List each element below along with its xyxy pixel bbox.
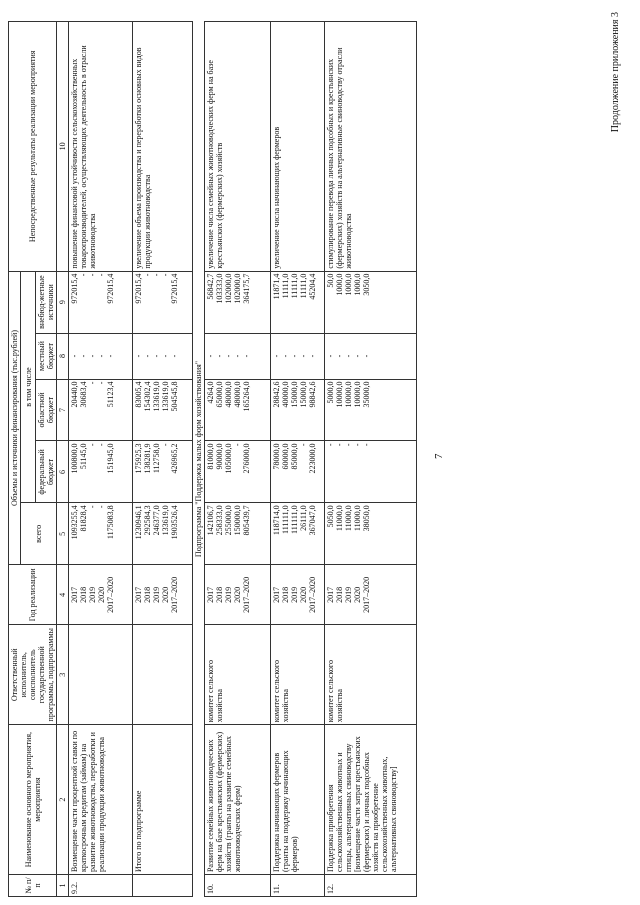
row-resp: комитет сельского хозяйства	[325, 625, 417, 725]
colnum-10: 10	[57, 22, 69, 272]
col-fed-header: федеральный бюджет	[36, 441, 57, 503]
colnum-3: 3	[57, 625, 69, 725]
row-fed: 78000,0 60000,0 85000,0 - 223000,0	[271, 441, 325, 503]
row-reg: 28842,6 40000,0 15000,0 15000,0 98842,6	[271, 379, 325, 441]
table-row-total	[133, 22, 193, 897]
row-fed: 175925,3 138281,9 112758,0 - 426965,2	[133, 441, 193, 503]
subprogram-title-row	[193, 22, 205, 897]
colnum-7: 7	[57, 379, 69, 441]
row-result: увеличение объема производства и переработки основных видов продукции животноводства	[133, 22, 193, 272]
row-name: Развитие семейных животноводческих ферм на базе крестьянских (фермерских) хозяйств (гранты на развитие семейных животноводческих ферм)	[205, 725, 271, 875]
row-result: увеличение числа семейных животноводческих ферм на базе крестьянских (фермерских) хозяйств	[205, 22, 271, 272]
continuation-label: Продолжение приложения 3	[610, 12, 621, 133]
row-total: 1230946,1 292584,3 246377,0 133619,0 1903526,4	[133, 503, 193, 565]
row-total: 118714,0 111111,0 111111,0 26111,0 367047,0	[271, 503, 325, 565]
row-ext: 972015,4 - - - 972015,4	[69, 271, 133, 333]
row-resp: комитет сельского хозяйства	[271, 625, 325, 725]
colnum-2: 2	[57, 725, 69, 875]
col-ext-header: внебюд-жетные источники	[36, 271, 57, 333]
row-fed: 81000,0 90000,0 105000,0 - 276000,0	[205, 441, 271, 503]
row-num: 12.	[325, 875, 417, 897]
colnum-5: 5	[57, 503, 69, 565]
row-num: 11.	[271, 875, 325, 897]
page-number: 7	[433, 453, 445, 459]
row-num: 10.	[205, 875, 271, 897]
row-fed: - - - - -	[325, 441, 417, 503]
row-ext: 56842,7 103333,0 102000,0 102000,0 364175,7	[205, 271, 271, 333]
financing-table	[8, 21, 417, 897]
column-number-row	[57, 22, 69, 897]
row-fed: 100800,0 51145,0 - - 151945,0	[69, 441, 133, 503]
row-loc: - - - - -	[205, 333, 271, 379]
row-resp: комитет сельского хозяйства	[205, 625, 271, 725]
col-resp-header: Ответственный исполнитель, соисполнитель государственной программы, подпрограммы	[9, 625, 57, 725]
col-result-header: Непосредственные результаты реализации мероприятия	[9, 22, 57, 272]
header-row-1	[9, 22, 21, 897]
colnum-4: 4	[57, 565, 69, 625]
col-num-header: № п/п	[9, 875, 57, 897]
col-incl-header: в том числе	[21, 271, 36, 503]
row-result: стимулирование перевода личных подсобных и крестьянских (фермерских) хозяйств на альтернативные свиноводству отрасли животноводства	[325, 22, 417, 272]
row-result: повышение финансовой устойчивости сельскохозяйственных товаропроизводителей, осуществляющих деятельность в отрасли животноводства	[69, 22, 133, 272]
row-name: Возмещение части процентной ставки по краткосрочным кредитам (займам) на развитие животноводства, переработки и реализации продукции животноводства	[69, 725, 133, 875]
row-reg: 5000,0 10000,0 10000,0 10000,0 35000,0	[325, 379, 417, 441]
subprogram-title: Подпрограмма "Поддержка малых форм хозяйствования"	[193, 22, 205, 897]
row-ext: 11871,4 11111,0 11111,0 11111,0 45204,4	[271, 271, 325, 333]
row-ext: 50,0 1000,0 1000,0 1000,0 3050,0	[325, 271, 417, 333]
table-row	[69, 22, 133, 897]
row-num: 9.2.	[69, 875, 133, 897]
row-reg: 20440,0 30683,4 - - 51123,4	[69, 379, 133, 441]
col-name-header: Наименование основного мероприятия, мероприятия	[9, 725, 57, 875]
col-loc-header: местный бюджет	[36, 333, 57, 379]
col-total-header: всего	[21, 503, 57, 565]
row-years: 2017 2018 2019 2020 2017–2020	[271, 565, 325, 625]
row-total: 1093255,4 81828,4 - - 1175083,8	[69, 503, 133, 565]
col-financing-header: Объемы и источники финансирования (тыс.рублей)	[9, 271, 21, 565]
row-result: увеличение числа начинающих фермеров	[271, 22, 325, 272]
row-years: 2017 2018 2019 2020 2017–2020	[205, 565, 271, 625]
row-reg: 4264,0 65000,0 48000,0 48000,0 165264,0	[205, 379, 271, 441]
colnum-6: 6	[57, 441, 69, 503]
row-name: Поддержка начинающих фермеров (гранты на поддержку начинающих фермеров)	[271, 725, 325, 875]
row-reg: 83005,4 154302,4 133619,0 133619,0 504545,8	[133, 379, 193, 441]
row-years: 2017 2018 2019 2020 2017–2020	[69, 565, 133, 625]
row-years: 2017 2018 2019 2020 2017–2020	[325, 565, 417, 625]
colnum-9: 9	[57, 271, 69, 333]
row-name: Итого по подпрограмме	[133, 725, 193, 875]
row-ext: 972015,4 - - - 972015,4	[133, 271, 193, 333]
row-years: 2017 2018 2019 2020 2017–2020	[133, 565, 193, 625]
row-total: 142106,7 258333,0 255000,0 150000,0 805439,7	[205, 503, 271, 565]
col-reg-header: областной бюджет	[36, 379, 57, 441]
colnum-8: 8	[57, 333, 69, 379]
row-total: 5050,0 11000,0 11000,0 11000,0 38050,0	[325, 503, 417, 565]
row-resp	[69, 625, 133, 725]
row-loc: - - - - -	[69, 333, 133, 379]
row-loc: - - - - -	[133, 333, 193, 379]
table-row	[205, 22, 271, 897]
row-loc: - - - - -	[271, 333, 325, 379]
row-loc: - - - - -	[325, 333, 417, 379]
table-row	[271, 22, 325, 897]
colnum-1: 1	[57, 875, 69, 897]
row-name: Поддержка приобретения сельскохозяйственных животных и птицы, альтернативных свиноводству [возмещение части затрат крестьянских (фермерских) и личных подсобных хозяйств на приобретение сельскохозяйственных животных, альтернативных свиноводству]	[325, 725, 417, 875]
table-row	[325, 22, 417, 897]
col-year-header: Год реализации	[9, 565, 57, 625]
